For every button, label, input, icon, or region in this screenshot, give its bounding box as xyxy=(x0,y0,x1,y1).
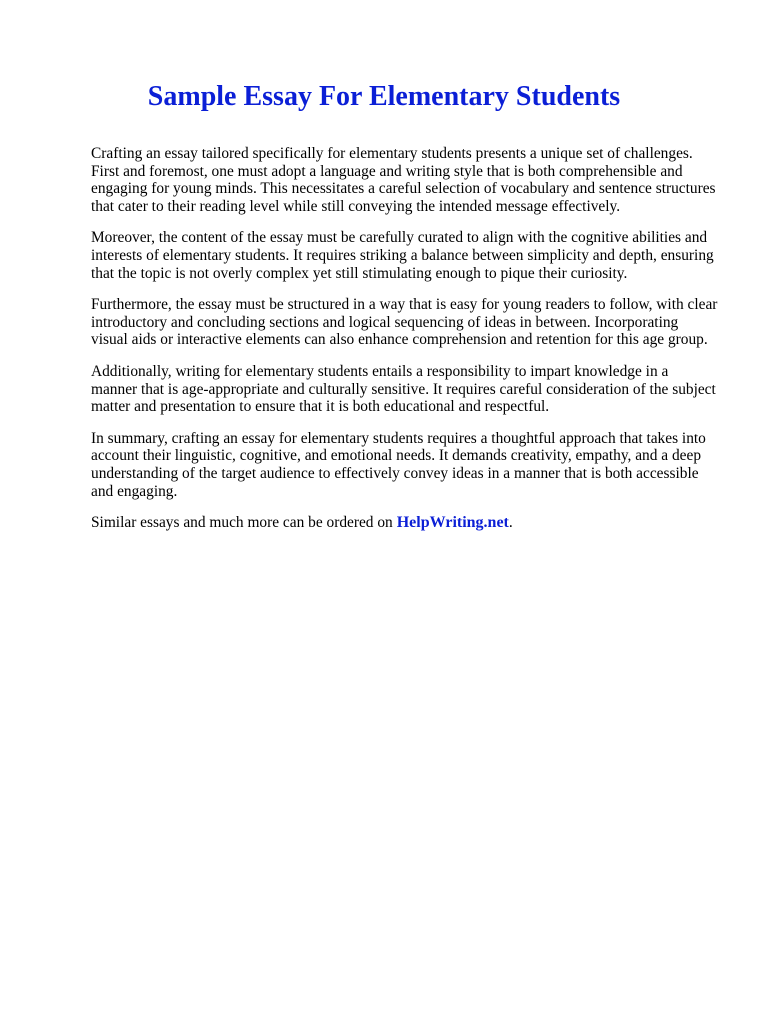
essay-body xyxy=(91,145,731,532)
footer-text: Similar essays and much more can be ordered on xyxy=(91,514,393,532)
page-title: Sample Essay For Elementary Students xyxy=(147,81,621,112)
helpwriting-link[interactable]: HelpWriting.net xyxy=(396,514,509,532)
paragraph-4: Additionally, writing for elementary students entails a responsibility to impart knowledge in a manner that is age-appropriate and culturally sensitive. It requires careful consideration of the subject matter and presentation to ensure that it is both educational and respectful. xyxy=(91,362,716,416)
footer-suffix: . xyxy=(508,514,513,532)
paragraph-1: Crafting an essay tailored specifically for elementary students presents a unique set of challenges. First and foremost, one must adopt a language and writing style that is both comprehensible and engaging for young minds. This necessitates a careful selection of vocabulary and sentence structures that cater to their reading level while still conveying the intended message effectively. xyxy=(91,145,716,215)
paragraph-2: Moreover, the content of the essay must be carefully curated to align with the cognitive abilities and interests of elementary students. It requires striking a balance between simplicity and depth, ensuring that the topic is not overly complex yet still stimulating enough to pique their curiosity. xyxy=(91,229,714,282)
paragraph-5: In summary, crafting an essay for elementary students requires a thoughtful approach that takes into account their linguistic, cognitive, and emotional needs. It demands creativity, empathy, and a deep understanding of the target audience to effectively convey ideas in a manner that is both accessible and engaging. xyxy=(91,429,706,500)
footer-line xyxy=(91,514,731,532)
paragraph-3: Furthermore, the essay must be structured in a way that is easy for young readers to follow, with clear introductory and concluding sections and logical sequencing of ideas in between. Incorporating visual aids or interactive elements can also enhance comprehension and retention for this age group. xyxy=(91,296,718,349)
